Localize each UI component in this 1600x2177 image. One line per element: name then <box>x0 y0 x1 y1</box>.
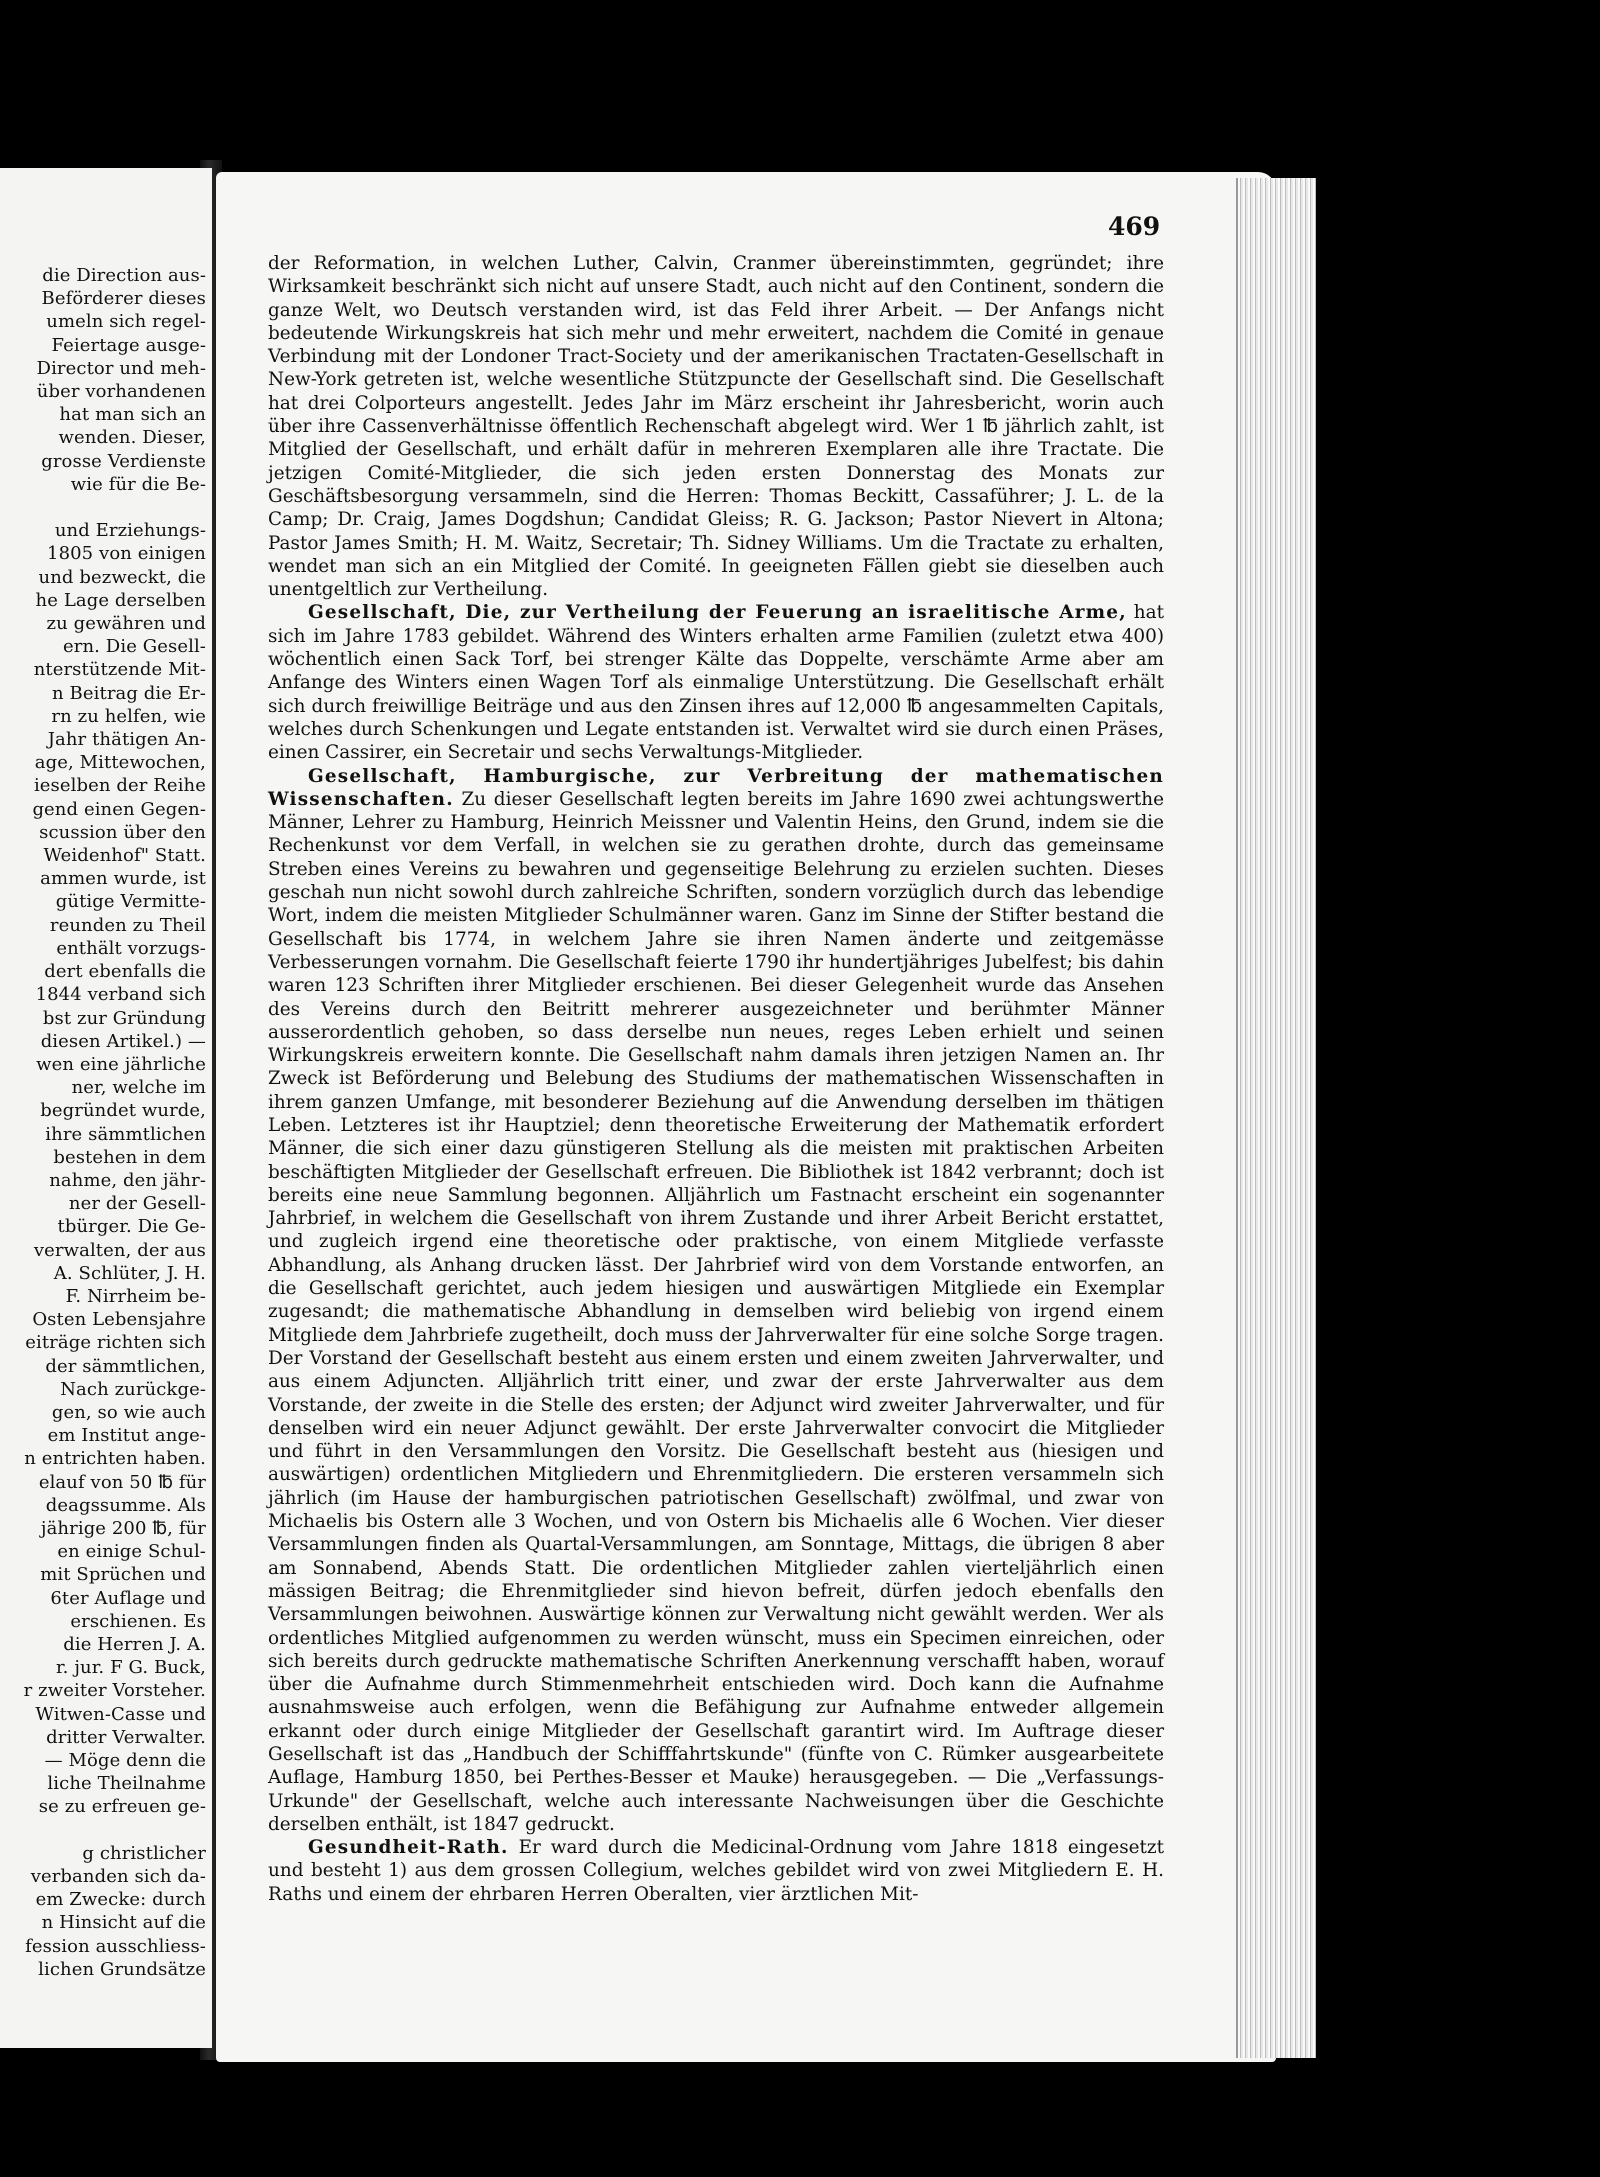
left-page-line: n Beitrag die Er- <box>52 682 206 704</box>
paragraph-text: Zu dieser Gesellschaft legten bereits im Jahre 1690 zwei achtungswerthe Männer, Lehrer zu Hamburg, Heinrich Meissner und Valentin Heins, den Grund, indem sie die Rechenkunst vor dem Verfall, in welchen sie zu gerathen drohte, durch das gemeinsame Streben eines Vereins zu bewahren und gegenseitige Belehrung zu erzielen suchten. Dieses geschah nun nicht sowohl durch zahlreiche Schriften, sondern vorzüglich durch das lebendige Wort, indem die meisten Mitglieder Schulmänner waren. Ganz im Sinne der Stifter bestand die Gesellschaft bis 1774, in welchem Jahre sie ihren Namen änderte und zeitgemässe Verbesserungen vornahm. Die Gesellschaft feierte 1790 ihr hundertjähriges Jubelfest; bis dahin waren 123 Schriften ihrer Mitglieder erschienen. Bei dieser Gelegenheit wurde das Ansehen des Vereins durch den Beitritt mehrerer ausgezeichneter und berühmter Männer ausserordentlich gehoben, so dass derselbe nun neues, reges Leben erhielt und seinen Wirkungskreis erweitern konnte. Die Gesellschaft nahm damals ihren jetzigen Namen an. Ihr Zweck ist Beförderung und Belebung des Studiums der mathematischen Wissenschaften in ihrem ganzen Umfange, mit besonderer Beziehung auf die Anwendung derselben im thätigen Leben. Letzteres ist ihr Hauptziel; denn theoretische Erweiterung der Mathematik erfordert Männer, die sich einer dazu günstigeren Stellung als die meisten mit praktischen Arbeiten beschäftigten Mitglieder der Gesellschaft erfreuen. Die Bibliothek ist 1842 verbrannt; doch ist bereits eine neue Sammlung begonnen. Alljährlich um Fastnacht erscheint ein sogenannter Jahrbrief, in welchem die Gesellschaft von ihrem Zustande und ihrer Arbeit Bericht erstattet, und zugleich irgend eine theoretische oder praktische, von einem Mitgliede verfasste Abhandlung, als Anhang drucken lässt. Der Jahrbrief wird von dem Vorstande entworfen, an die Gesellschaft gerichtet, auch jedem hiesigen und auswärtigen Mitgliede ein Exemplar zugesandt; die mathematische Abhandlung in demselben wird beliebig von irgend einem Mitgliede dem Jahrbriefe zugetheilt, doch muss der Jahrverwalter für eine solche Sorge tragen. Der Vorstand der Gesellschaft besteht aus einem ersten und einem zweiten Jahrverwalter, und aus einem Adjuncten. Alljährlich tritt einer, und zwar der erste Jahrverwalter aus dem Vorstande, der zweite in die Stelle des ersten; der Adjunct wird zweiter Jahrverwalter, und für denselben wird ein neuer Adjunct gewählt. Der erste Jahrverwalter convocirt die Mitglieder und führt in den Versammlungen den Vorsitz. Die Gesellschaft besteht aus (hiesigen und auswärtigen) ordentlichen Mitgliedern und Ehrenmitgliedern. Die ersteren versammeln sich jährlich (im Hause der hamburgischen patriotischen Gesellschaft) zwölfmal, und zwar von Michaelis bis Ostern alle 3 Wochen, und von Ostern bis Michaelis alle 6 Wochen. Vier dieser Versammlungen finden als Quartal-Versammlungen, am Sonntage, Mittags, die übrigen 8 aber am Sonnabend, Abends Statt. Die ordentlichen Mitglieder zahlen vierteljährlich einen mässigen Beitrag; die Ehrenmitglieder sind hievon befreit, dürfen jedoch ebenfalls den Versammlungen beiwohnen. Auswärtige können zur Verwaltung nicht gewählt werden. Wer als ordentliches Mitglied aufgenommen zu werden wünscht, muss ein Specimen einreichen, oder sich bereits durch gedruckte mathematische Schriften Anerkennung verschafft haben, worauf über die Aufnahme durch Stimmenmehrheit entschieden wird. Doch kann die Aufnahme ausnahmsweise auch erfolgen, wenn die Befähigung zur Aufnahme entweder allgemein erkannt oder durch einige Mitglieder der Gesellschaft garantirt wird. Im Auftrage dieser Gesellschaft ist das „Handbuch der Schifffahrtskunde" (fünfte von C. Rümker ausgearbeitete Auflage, Hamburg 1850, bei Perthes-Besser et Mauke) herausgegeben. — Die „Verfassungs-Urkunde" der Gesellschaft, welche auch interessante Nachweisungen über die Geschichte derselben enthält, ist 1847 gedruckt. <box>268 788 1164 1835</box>
left-page <box>0 168 215 2048</box>
left-page-line: Nach zurückge- <box>60 1378 206 1400</box>
left-page-line: über vorhandenen <box>36 381 206 403</box>
left-page-line: r zweiter Vorsteher. <box>23 1680 206 1702</box>
left-page-line: ieselben der Reihe <box>33 775 206 797</box>
left-page-line: und bezweckt, die <box>38 566 206 588</box>
left-page-line: reunden zu Theil <box>49 914 206 936</box>
paragraph-gesundheit <box>268 1836 1164 1906</box>
left-page-line: zu gewähren und <box>46 613 206 635</box>
left-page-line: enthält vorzugs- <box>56 937 206 959</box>
left-page-line: gend einen Gegen- <box>32 798 206 820</box>
left-page-line: elauf von 50 ℔ für <box>38 1471 206 1493</box>
left-page-line: eiträge richten sich <box>25 1332 206 1354</box>
left-page-line: der sämmtlichen, <box>45 1355 206 1377</box>
left-page-line: gen, so wie auch <box>51 1401 206 1423</box>
left-page-line: g christlicher <box>82 1842 206 1864</box>
left-page-line: wie für die Be- <box>70 473 206 495</box>
left-page-line: F. Nirrheim be- <box>65 1285 206 1307</box>
left-page-line: — Möge denn die <box>44 1750 206 1771</box>
left-page-line: und Erziehungs- <box>54 520 206 542</box>
left-page-line: diesen Artikel.) — <box>40 1030 206 1052</box>
left-page-line: wenden. Dieser, <box>58 427 206 449</box>
paragraph-heading: Gesellschaft, Hamburgische, zur Verbreitung der mathematischen Wissenschaften. <box>268 765 1164 810</box>
left-page-line: scussion über den <box>39 821 206 843</box>
left-page-line: gütige Vermitte- <box>55 891 206 913</box>
left-page-line: Osten Lebensjahre <box>32 1309 206 1331</box>
left-page-line: nterstützende Mit- <box>33 659 206 681</box>
left-page-line: lichen Grundsätze <box>38 1958 206 1980</box>
left-page-line: rn zu helfen, wie <box>51 705 206 727</box>
left-page-line: 6ter Auflage und <box>50 1587 206 1609</box>
left-page-line: grosse Verdienste <box>41 450 206 472</box>
left-page-line: bst zur Gründung <box>42 1007 206 1029</box>
page-number: 469 <box>1108 212 1161 241</box>
paragraph-feuerung <box>268 601 1164 764</box>
paragraph-reformation <box>268 252 1164 601</box>
left-page-line: erschienen. Es <box>70 1610 206 1632</box>
left-page-text <box>24 264 212 1981</box>
left-page-line: se zu erfreuen ge- <box>38 1796 206 1818</box>
left-page-line: wen eine jährliche <box>36 1053 206 1075</box>
left-page-line: em Zwecke: durch <box>35 1889 206 1911</box>
left-page-line: ner, welche im <box>71 1077 206 1099</box>
left-page-line: mit Sprüchen und <box>40 1564 206 1586</box>
left-page-line: ner der Gesell- <box>68 1193 206 1215</box>
main-text-column <box>268 252 1164 1906</box>
left-page-line: n Hinsicht auf die <box>41 1912 206 1934</box>
left-page-line: 1805 von einigen <box>47 543 206 565</box>
left-page-line: nahme, den jähr- <box>49 1169 206 1191</box>
left-page-line: fession ausschliess- <box>25 1935 206 1957</box>
left-page-line: dert ebenfalls die <box>44 961 206 983</box>
left-page-line: Witwen-Casse und <box>35 1703 206 1725</box>
paragraph-mathematik <box>268 765 1164 1837</box>
left-page-line: ihre sämmtlichen <box>45 1123 206 1145</box>
left-page-line: ammen wurde, ist <box>40 868 206 890</box>
left-page-line: Feiertage ausge- <box>51 334 206 356</box>
left-page-line: bestehen in dem <box>53 1146 206 1168</box>
left-page-line: tbürger. Die Ge- <box>57 1216 206 1238</box>
left-page-line <box>24 496 212 519</box>
left-page-line: en einige Schul- <box>57 1541 206 1563</box>
paragraph-heading: Gesellschaft, Die, zur Vertheilung der Feuerung an israelitische Arme, <box>308 602 1127 624</box>
paragraph-text: der Reformation, in welchen Luther, Calvin, Cranmer übereinstimmten, gegründet; ihre Wirksamkeit beschränkt sich nicht auf unsere Stadt, auch nicht auf den Continent, sondern die ganze Welt, wo Deutsch verstanden wird, ist das Feld ihrer Arbeit. — Der Anfangs nicht bedeutende Wirkungskreis hat sich mehr und mehr erweitert, nachdem die Comité in genaue Verbindung mit der Londoner Tract-Society und der amerikanischen Tractaten-Gesellschaft in New-York getreten ist, welche wesentliche Stützpuncte der Gesellschaft sind. Die Gesellschaft hat drei Colporteurs angestellt. Jedes Jahr im März erscheint ihr Jahresbericht, worin auch über ihre Cassenverhältnisse öffentlich Rechenschaft abgelegt wird. Wer 1 ℔ jährlich zahlt, ist Mitglied der Gesellschaft, und erhält dafür in mehreren Exemplaren alle ihre Tractate. Die jetzigen Comité-Mitglieder, die sich jeden ersten Donnerstag des Monats zur Geschäftsbesorgung versammeln, sind die Herren: Thomas Beckitt, Cassaführer; J. L. de la Camp; Dr. Craig, James Dogdshun; Candidat Gleiss; R. G. Jackson; Pastor Nievert in Altona; Pastor James Smith; H. M. Waitz, Secretair; Th. Sidney Williams. Um die Tractate zu erhalten, wendet man sich an ein Mitglied der Comité. In geeigneten Fällen giebt sie dieselben auch unentgeltlich zur Vertheilung. <box>268 253 1164 601</box>
left-page-line <box>24 1819 212 1842</box>
left-page-line: deagssumme. Als <box>45 1494 206 1516</box>
left-page-line: verbanden sich da- <box>30 1866 206 1888</box>
left-page-line: 1844 verband sich <box>35 984 206 1006</box>
page-edges <box>1236 178 1316 2058</box>
left-page-line: hat man sich an <box>59 404 206 426</box>
left-page-line: jährige 200 ℔, für <box>40 1517 206 1539</box>
left-page-line: n entrichten haben. <box>24 1448 206 1470</box>
left-page-line: Jahr thätigen An- <box>47 729 206 751</box>
left-page-line: liche Theilnahme <box>47 1773 206 1795</box>
left-page-line: die Herren J. A. <box>63 1633 206 1655</box>
paragraph-text: Er ward durch die Medicinal-Ordnung vom Jahre 1818 eingesetzt und besteht 1) aus dem grossen Collegium, welches gebildet wird von zwei Mitgliedern E. H. Raths und einem der ehrbaren Herren Oberalten, vier ärztlichen Mit- <box>268 1837 1164 1905</box>
left-page-line: umeln sich regel- <box>46 311 206 333</box>
left-page-line: r. jur. F G. Buck, <box>55 1657 206 1679</box>
left-page-line: A. Schlüter, J. H. <box>53 1262 206 1284</box>
left-page-line: verwalten, der aus <box>33 1239 206 1261</box>
left-page-line: die Direction aus- <box>42 265 206 286</box>
left-page-line: ern. Die Gesell- <box>63 636 206 658</box>
left-page-line: Director und meh- <box>36 357 206 379</box>
paragraph-heading: Gesundheit-Rath. <box>308 1837 509 1859</box>
left-page-line: begründet wurde, <box>40 1100 206 1122</box>
left-page-line: age, Mittewochen, <box>34 752 206 774</box>
left-page-line: em Institut ange- <box>47 1425 206 1447</box>
left-page-line: he Lage derselben <box>35 589 206 611</box>
left-page-line: Weidenhof" Statt. <box>43 845 206 867</box>
paragraph-text: hat sich im Jahre 1783 gebildet. Während des Winters erhalten arme Familien (zuletzt etwa 400) wöchentlich einen Sack Torf, bei strenger Kälte das Doppelte, verschämte Arme aber am Anfange des Winters einen Wagen Torf als einmalige Unterstützung. Die Gesellschaft erhält sich durch freiwillige Beiträge und aus den Zinsen ihres auf 12,000 ℔ angesammelten Capitals, welches durch Schenkungen und Legate entstanden ist. Verwaltet wird sie durch einen Präses, einen Cassirer, ein Secretair und sechs Verwaltungs-Mitglieder. <box>268 602 1164 764</box>
left-page-line: dritter Verwalter. <box>46 1726 206 1748</box>
left-page-line: Beförderer dieses <box>41 288 206 310</box>
